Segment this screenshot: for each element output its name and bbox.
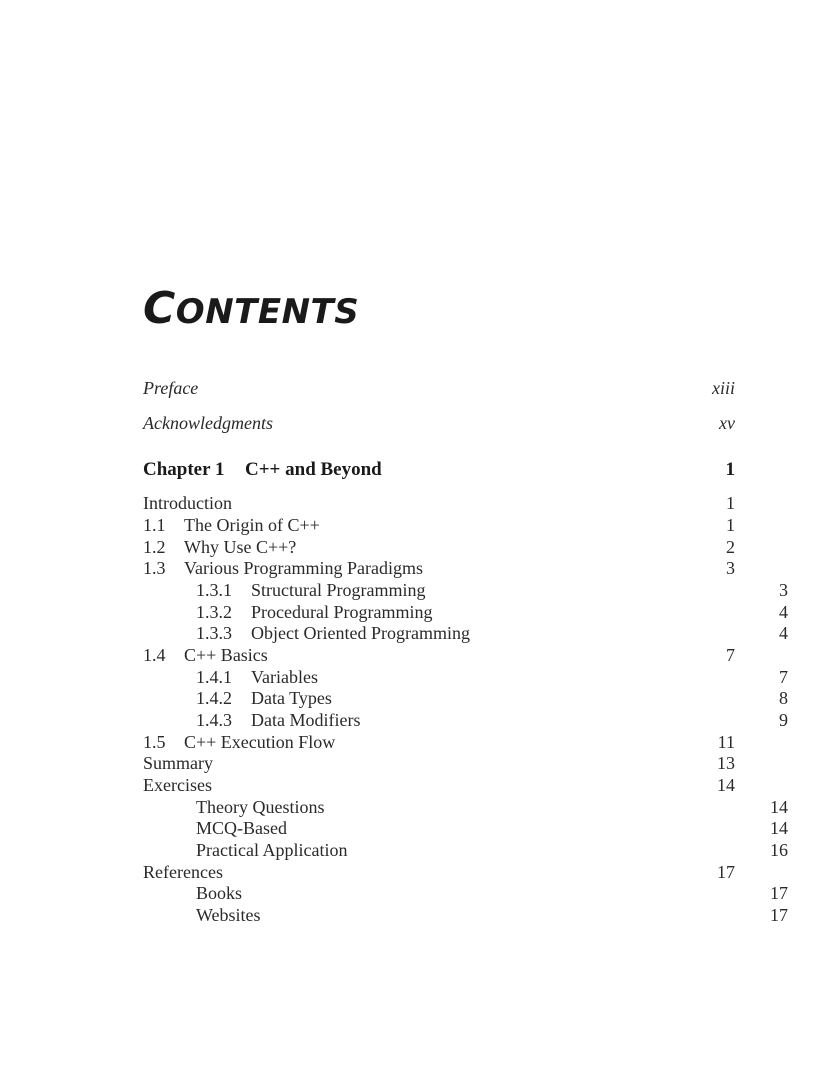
toc-entry-label: Structural Programming: [251, 580, 426, 600]
toc-entry-page: 1: [726, 493, 735, 513]
toc-entry-preface[interactable]: [143, 377, 735, 399]
title-rest: ONTENTS: [175, 292, 360, 333]
chapter-number: Chapter 1: [143, 459, 225, 480]
toc-entry-1-4-1[interactable]: [143, 666, 788, 688]
toc-entry-number: 1.1: [143, 515, 166, 535]
title-initial: C: [143, 283, 176, 335]
toc-entry-page: 1: [726, 515, 735, 535]
toc-entry-page: 17: [717, 862, 735, 882]
toc-entry-label: Variables: [251, 667, 318, 687]
chapter-page: 1: [725, 459, 735, 480]
toc-entry-1-3-2[interactable]: [143, 601, 788, 623]
toc-entry-label: Summary: [143, 753, 213, 773]
toc-entry-1-4[interactable]: [143, 644, 735, 666]
toc-entry-number: 1.3.3: [196, 623, 232, 643]
toc-entry-label: Books: [196, 883, 243, 903]
toc-entry-acknowledgments[interactable]: [143, 412, 735, 434]
toc-entry-number: 1.4.2: [196, 688, 232, 708]
toc-entry-exercises[interactable]: [143, 774, 735, 796]
toc-entry-1-4-3[interactable]: [143, 709, 788, 731]
toc-entry-page: 17: [770, 905, 788, 925]
toc-entry-page: 14: [770, 797, 788, 817]
toc-entry-page: 7: [726, 645, 735, 665]
toc-chapter-1[interactable]: [143, 459, 735, 481]
toc-entry-books[interactable]: [143, 882, 788, 904]
toc-entry-number: 1.4: [143, 645, 166, 665]
toc-entry-page: xiii: [712, 378, 735, 398]
toc-entry-page: 3: [779, 580, 788, 600]
toc-entry-1-1[interactable]: [143, 514, 735, 536]
toc-entry-page: 9: [779, 710, 788, 730]
toc-entry-number: 1.3.1: [196, 580, 232, 600]
toc-entry-label: Various Programming Paradigms: [184, 558, 423, 578]
toc-entry-theory-questions[interactable]: [143, 796, 788, 818]
toc-entry-page: 3: [726, 558, 735, 578]
toc-entry-1-3[interactable]: [143, 557, 735, 579]
toc-entry-page: 14: [717, 775, 735, 795]
toc-entry-page: 14: [770, 818, 788, 838]
toc-entry-page: 4: [779, 602, 788, 622]
toc-entry-practical-application[interactable]: [143, 839, 788, 861]
toc-entry-label: Procedural Programming: [251, 602, 433, 622]
toc-entry-label: The Origin of C++: [184, 515, 320, 535]
toc-entry-label: Practical Application: [196, 840, 348, 860]
toc-entry-number: 1.3: [143, 558, 166, 578]
toc-entry-number: 1.5: [143, 732, 166, 752]
toc-entry-number: 1.3.2: [196, 602, 232, 622]
toc-entry-number: 1.4.1: [196, 667, 232, 687]
toc-entry-page: 17: [770, 883, 788, 903]
toc-entry-label: MCQ-Based: [196, 818, 287, 838]
toc-entry-summary[interactable]: [143, 752, 735, 774]
toc-entry-label: Data Types: [251, 688, 332, 708]
chapter-title: C++ and Beyond: [245, 459, 382, 480]
toc-entry-label: References: [143, 862, 223, 882]
toc-entry-page: 11: [717, 732, 735, 752]
toc-entry-1-3-1[interactable]: [143, 579, 788, 601]
toc-entry-introduction[interactable]: [143, 492, 735, 514]
toc-entry-mcq-based[interactable]: [143, 817, 788, 839]
toc-entry-number: 1.2: [143, 537, 166, 557]
toc-entry-label: Preface: [143, 378, 199, 398]
toc-entry-label: Why Use C++?: [184, 537, 297, 557]
toc-entry-label: Exercises: [143, 775, 212, 795]
toc-entry-label: Websites: [196, 905, 261, 925]
toc-entry-label: Introduction: [143, 493, 232, 513]
toc-entry-label: Data Modifiers: [251, 710, 361, 730]
toc-entry-page: 2: [726, 537, 735, 557]
toc-entry-1-3-3[interactable]: [143, 622, 788, 644]
page-title: [143, 279, 359, 342]
toc-entry-page: 13: [717, 753, 735, 773]
toc-entry-page: xv: [719, 413, 735, 433]
toc-entry-label: C++ Basics: [184, 645, 268, 665]
toc-entry-1-5[interactable]: [143, 731, 735, 753]
toc-entry-label: Theory Questions: [196, 797, 325, 817]
toc-entry-references[interactable]: [143, 861, 735, 883]
toc-entry-page: 7: [779, 667, 788, 687]
toc-entry-page: 8: [779, 688, 788, 708]
toc-entry-websites[interactable]: [143, 904, 788, 926]
toc-entry-label: C++ Execution Flow: [184, 732, 336, 752]
toc-entry-number: 1.4.3: [196, 710, 232, 730]
toc-entry-1-4-2[interactable]: [143, 687, 788, 709]
toc-entry-1-2[interactable]: [143, 536, 735, 558]
toc-entry-page: 16: [770, 840, 788, 860]
toc-entry-page: 4: [779, 623, 788, 643]
toc-entry-label: Object Oriented Programming: [251, 623, 470, 643]
toc-entry-label: Acknowledgments: [143, 413, 273, 433]
